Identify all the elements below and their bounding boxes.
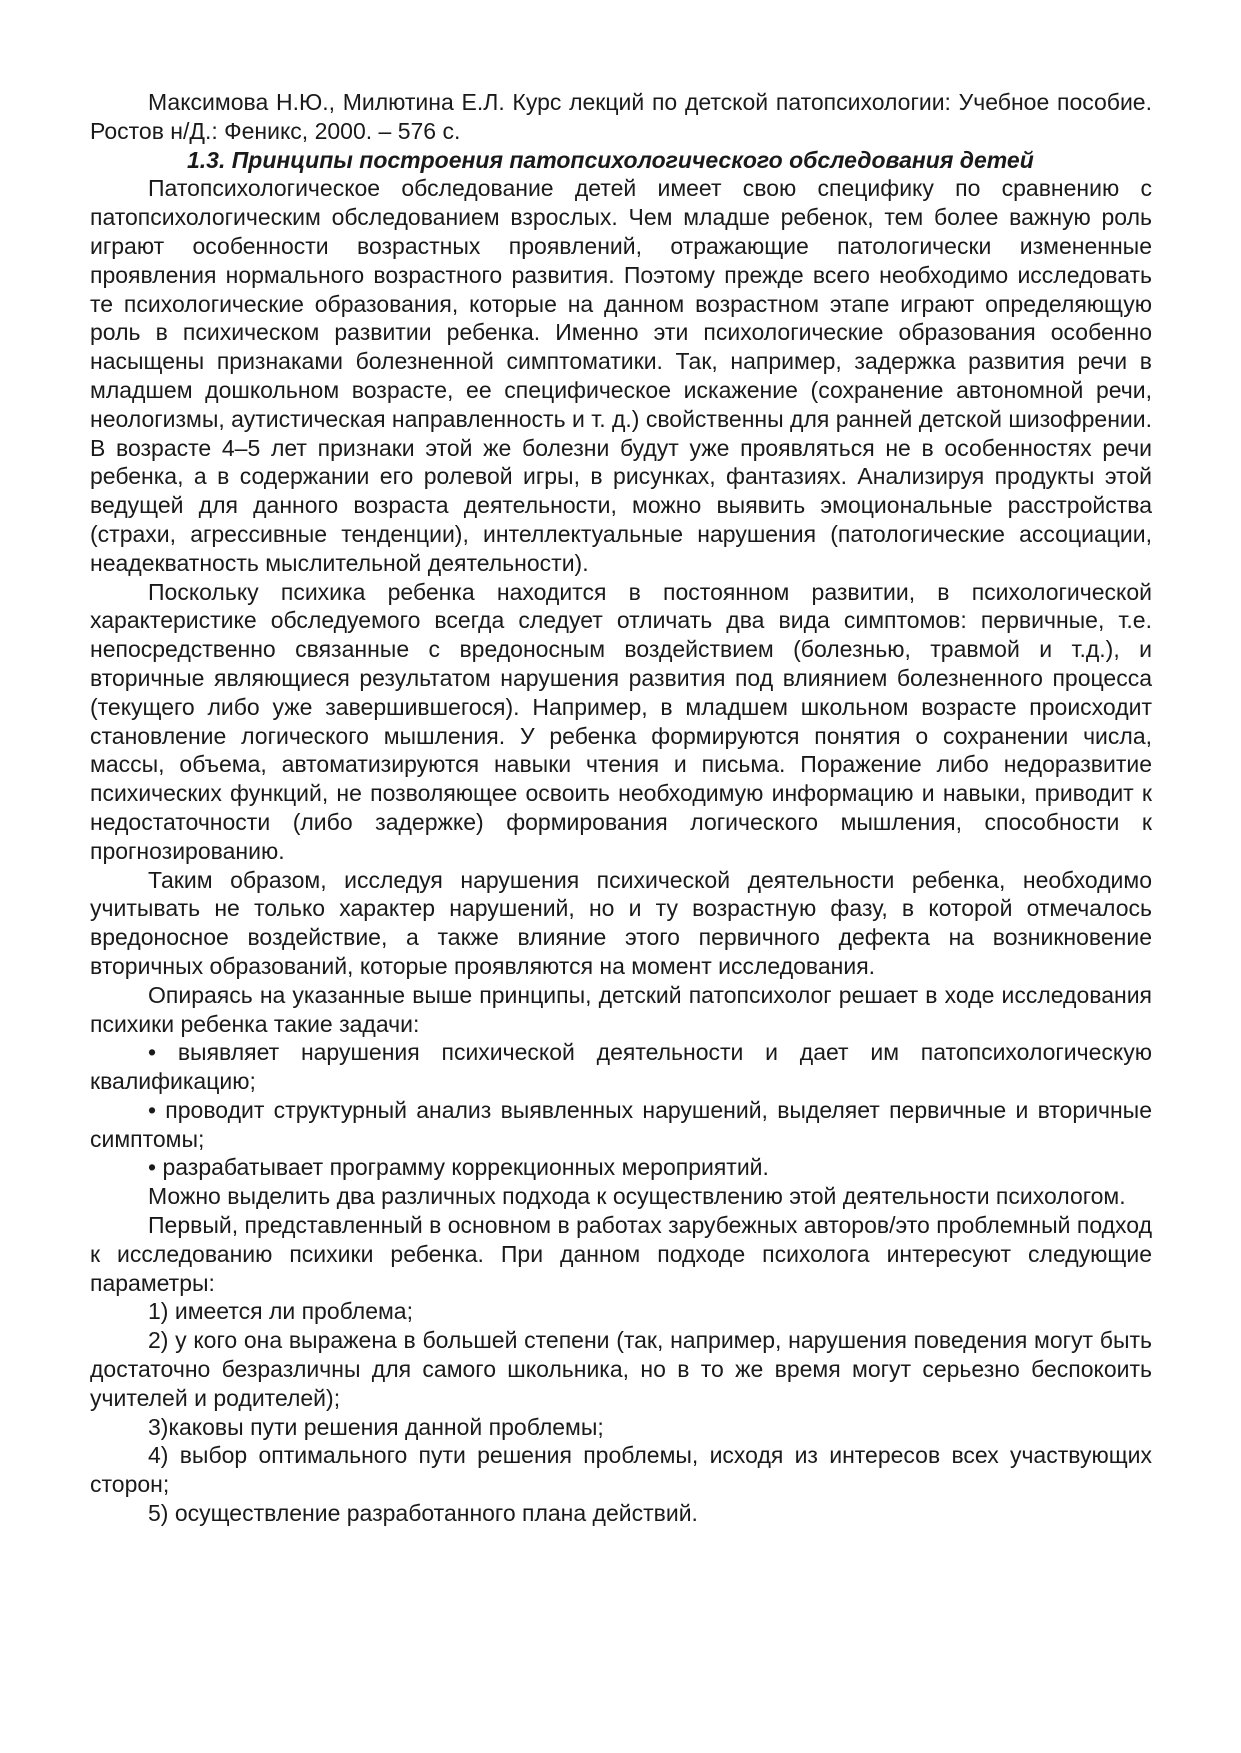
numbered-item: 3)каковы пути решения данной проблемы;: [148, 1413, 604, 1440]
paragraph: Первый, представленный в основном в работах зарубежных авторов/это проблемный подход к исследованию психики ребенка. При данном подходе психолога интересуют следующие параметры:: [90, 1212, 1152, 1296]
paragraph: Таким образом, исследуя нарушения психической деятельности ребенка, необходимо учитывать не только характер нарушений, но и ту возрастную фазу, в которой отмечалось вредоносное воздействие, а также влияние этого первичного дефекта на возникновение вторичных образований, которые проявляются на момент исследования.: [90, 866, 1152, 979]
paragraph: Поскольку психика ребенка находится в постоянном развитии, в психологической характеристике обследуемого всегда следует отличать два вида симптомов: первичные, т.е. непосредственно связанные с вредоносным воздействием (болезнью, травмой и т.д.), и вторичные являющиеся результатом нарушения развития под влиянием болезненного процесса (текущего либо уже завершившегося). Например, в младшем школьном возрасте происходит становление логического мышления. У ребенка формируются понятия о сохранении числа, массы, объема, автоматизируются навыки чтения и письма. Поражение либо недоразвитие психических функций, не позволяющее освоить необходимую информацию и навыки, приводит к недостаточности (либо задержке) формирования логического мышления, способности к прогнозированию.: [90, 578, 1152, 864]
paragraph: Опираясь на указанные выше принципы, детский патопсихолог решает в ходе исследования психики ребенка такие задачи:: [90, 981, 1152, 1037]
numbered-item: 1) имеется ли проблема;: [148, 1298, 413, 1325]
document-page: [90, 88, 1152, 1528]
bullet-item: • проводит структурный анализ выявленных нарушений, выделяет первичные и вторичные симптомы;: [90, 1096, 1152, 1152]
numbered-item: 5) осуществление разработанного плана действий.: [148, 1500, 698, 1527]
numbered-item: 4) выбор оптимального пути решения проблемы, исходя из интересов всех участвующих сторон;: [90, 1442, 1152, 1498]
numbered-item: 2) у кого она выражена в большей степени (так, например, нарушения поведения могут быть достаточно безразличны для самого школьника, но в то же время могут серьезно беспокоить учителей и родителей);: [90, 1327, 1152, 1411]
section-heading: 1.3. Принципы построения патопсихологического обследования детей: [187, 146, 1034, 173]
bibliographic-reference: Максимова Н.Ю., Милютина Е.Л. Курс лекций по детской патопсихологии: Учебное пособие. Ростов н/Д.: Феникс, 2000. – 576 с.: [90, 89, 1152, 144]
bullet-item: • разрабатывает программу коррекционных мероприятий.: [148, 1154, 769, 1181]
bullet-item: • выявляет нарушения психической деятельности и дает им патопсихологическую квалификацию;: [90, 1039, 1152, 1095]
paragraph: Патопсихологическое обследование детей имеет свою специфику по сравнению с патопсихологическим обследованием взрослых. Чем младше ребенок, тем более важную роль играют особенности возрастных проявлений, отражающие патологически измененные проявления нормального возрастного развития. Поэтому прежде всего необходимо исследовать те психологические образования, которые на данном возрастном этапе играют определяющую роль в психическом развитии ребенка. Именно эти психологические образования особенно насыщены признаками болезненной симптоматики. Так, например, задержка развития речи в младшем дошкольном возрасте, ее специфическое искажение (сохранение автономной речи, неологизмы, аутистическая направленность и т. д.) свойственны для ранней детской шизофрении. В возрасте 4–5 лет признаки этой же болезни будут уже проявляться не в особенностях речи ребенка, а в содержании его ролевой игры, в рисунках, фантазиях. Анализируя продукты этой ведущей для данного возраста деятельности, можно выявить эмоциональные расстройства (страхи, агрессивные тенденции), интеллектуальные нарушения (патологические ассоциации, неадекватность мыслительной деятельности).: [90, 175, 1152, 576]
paragraph: Можно выделить два различных подхода к осуществлению этой деятельности психологом.: [148, 1183, 1126, 1210]
